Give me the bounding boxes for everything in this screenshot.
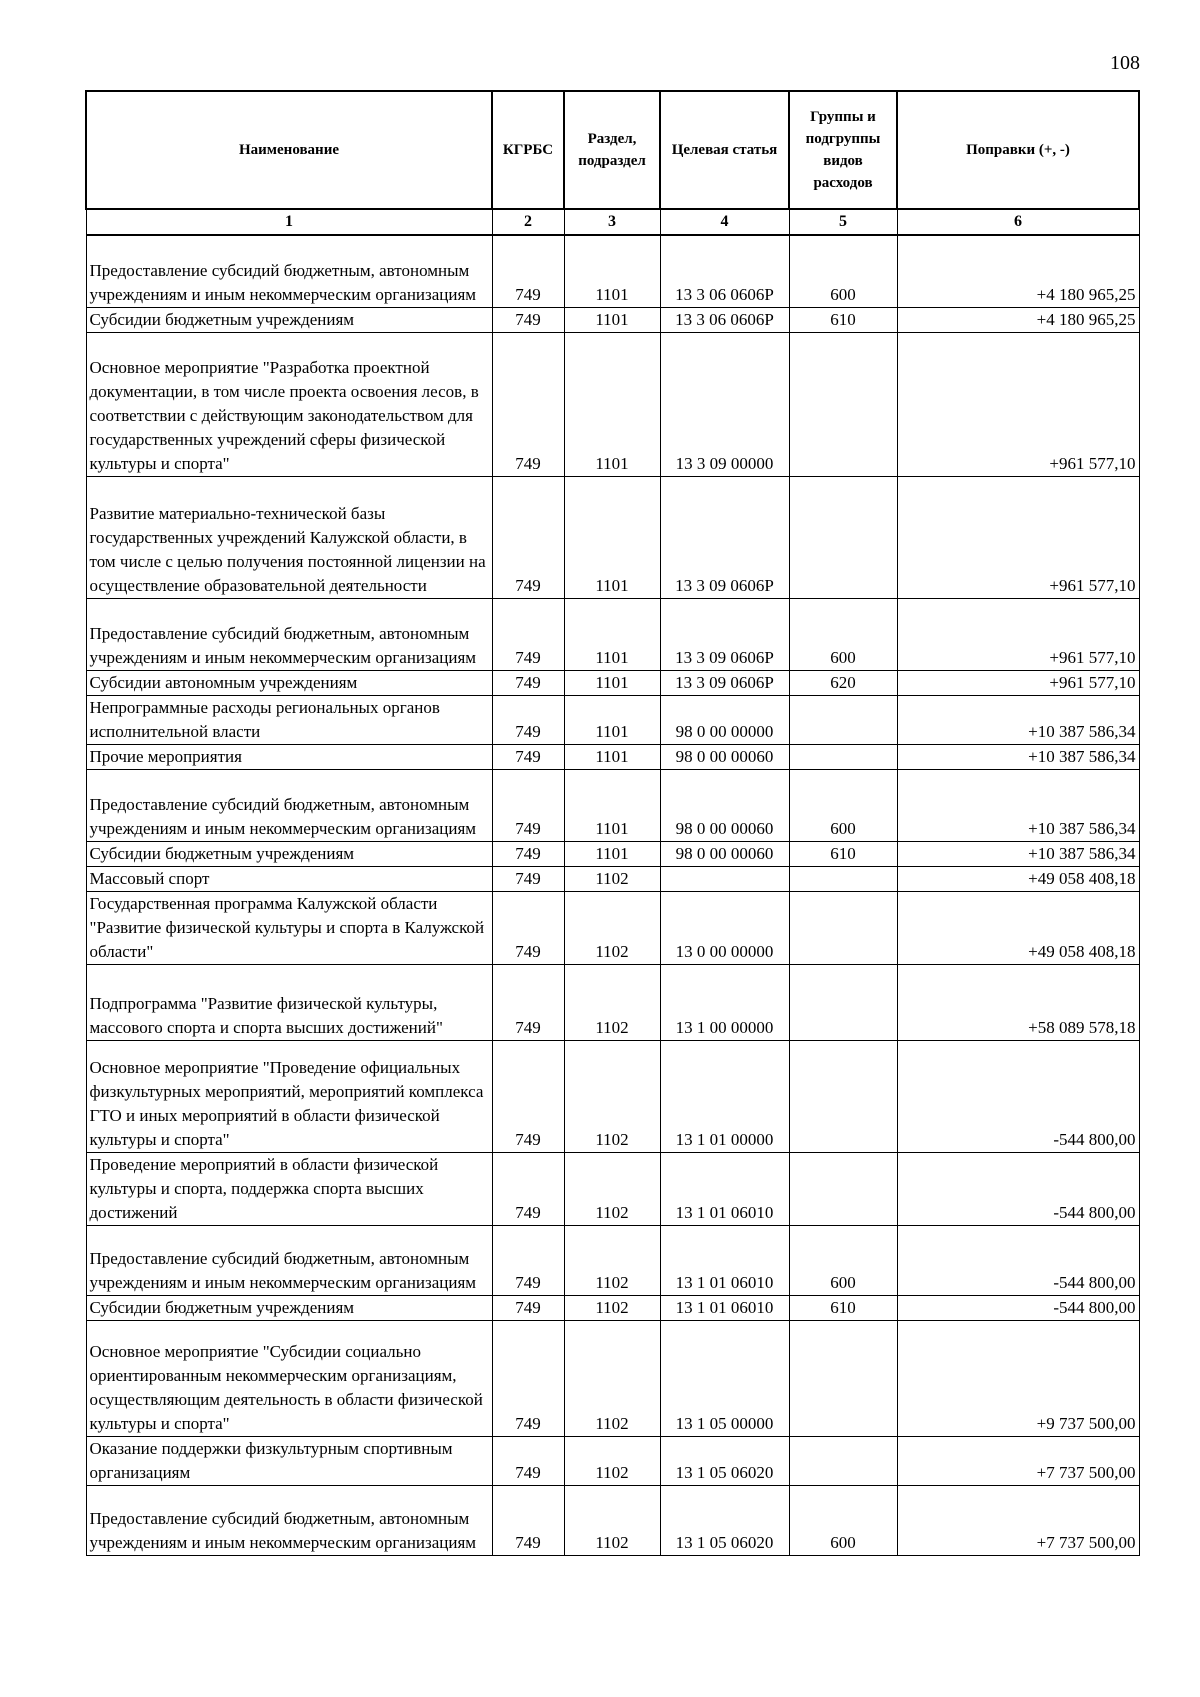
row-target: 13 0 00 00000 <box>660 891 789 964</box>
row-group <box>789 891 897 964</box>
row-group <box>789 744 897 769</box>
row-amount: +10 387 586,34 <box>897 769 1139 841</box>
row-amount: -544 800,00 <box>897 1225 1139 1295</box>
row-group: 600 <box>789 235 897 307</box>
column-number: 3 <box>564 209 660 235</box>
table-row <box>86 964 1139 1040</box>
row-target <box>660 866 789 891</box>
row-group: 600 <box>789 598 897 670</box>
row-target: 13 1 05 06020 <box>660 1436 789 1485</box>
row-kgrbs: 749 <box>492 1225 564 1295</box>
row-kgrbs: 749 <box>492 891 564 964</box>
header-section: Раздел, подраздел <box>564 91 660 209</box>
row-target: 13 1 00 00000 <box>660 964 789 1040</box>
row-section: 1101 <box>564 695 660 744</box>
row-name: Субсидии бюджетным учреждениям <box>86 841 492 866</box>
row-name: Непрограммные расходы региональных органов исполнительной власти <box>86 695 492 744</box>
row-target: 13 1 01 06010 <box>660 1295 789 1320</box>
row-target: 13 1 01 06010 <box>660 1225 789 1295</box>
row-group: 600 <box>789 1485 897 1555</box>
row-kgrbs: 749 <box>492 1436 564 1485</box>
row-target: 13 3 09 0606Р <box>660 598 789 670</box>
row-amount: +961 577,10 <box>897 476 1139 598</box>
row-group <box>789 1436 897 1485</box>
row-target: 13 3 09 0606Р <box>660 476 789 598</box>
row-target: 13 1 05 00000 <box>660 1320 789 1436</box>
row-section: 1101 <box>564 744 660 769</box>
row-amount: +10 387 586,34 <box>897 695 1139 744</box>
column-number-row <box>86 209 1139 235</box>
row-kgrbs: 749 <box>492 1152 564 1225</box>
row-name: Государственная программа Калужской области "Развитие физической культуры и спорта в Калужской области" <box>86 891 492 964</box>
row-amount: +58 089 578,18 <box>897 964 1139 1040</box>
row-section: 1102 <box>564 1040 660 1152</box>
row-section: 1101 <box>564 670 660 695</box>
table-row <box>86 235 1139 307</box>
row-amount: +7 737 500,00 <box>897 1485 1139 1555</box>
header-groups: Группы и подгруппы видов расходов <box>789 91 897 209</box>
row-amount: -544 800,00 <box>897 1152 1139 1225</box>
row-target: 13 3 09 0606Р <box>660 670 789 695</box>
row-section: 1101 <box>564 598 660 670</box>
row-name: Основное мероприятие "Проведение официальных физкультурных мероприятий, мероприятий комплекса ГТО и иных мероприятий в области физической культуры и спорта" <box>86 1040 492 1152</box>
row-section: 1101 <box>564 332 660 476</box>
column-number: 6 <box>897 209 1139 235</box>
row-target: 13 3 06 0606Р <box>660 307 789 332</box>
row-amount: +4 180 965,25 <box>897 307 1139 332</box>
row-group <box>789 1152 897 1225</box>
row-kgrbs: 749 <box>492 866 564 891</box>
table-row <box>86 476 1139 598</box>
budget-table <box>85 90 1140 1556</box>
row-amount: +961 577,10 <box>897 598 1139 670</box>
row-kgrbs: 749 <box>492 841 564 866</box>
row-kgrbs: 749 <box>492 598 564 670</box>
row-section: 1102 <box>564 1225 660 1295</box>
row-section: 1101 <box>564 476 660 598</box>
row-amount: -544 800,00 <box>897 1040 1139 1152</box>
table-row <box>86 866 1139 891</box>
row-kgrbs: 749 <box>492 307 564 332</box>
row-kgrbs: 749 <box>492 1040 564 1152</box>
row-amount: -544 800,00 <box>897 1295 1139 1320</box>
row-target: 98 0 00 00060 <box>660 841 789 866</box>
row-name: Прочие мероприятия <box>86 744 492 769</box>
table-row <box>86 1225 1139 1295</box>
row-group <box>789 695 897 744</box>
table-row <box>86 1040 1139 1152</box>
row-name: Предоставление субсидий бюджетным, автономным учреждениям и иным некоммерческим организациям <box>86 1225 492 1295</box>
header-name: Наименование <box>86 91 492 209</box>
row-name: Основное мероприятие "Субсидии социально ориентированным некоммерческим организациям, осуществляющим деятельность в области физической культуры и спорта" <box>86 1320 492 1436</box>
row-section: 1101 <box>564 841 660 866</box>
row-section: 1102 <box>564 1436 660 1485</box>
table-row <box>86 1152 1139 1225</box>
row-section: 1102 <box>564 891 660 964</box>
table-row <box>86 332 1139 476</box>
row-target: 98 0 00 00060 <box>660 744 789 769</box>
row-kgrbs: 749 <box>492 1295 564 1320</box>
table-row <box>86 841 1139 866</box>
row-kgrbs: 749 <box>492 670 564 695</box>
row-amount: +9 737 500,00 <box>897 1320 1139 1436</box>
table-row <box>86 695 1139 744</box>
row-name: Предоставление субсидий бюджетным, автономным учреждениям и иным некоммерческим организациям <box>86 235 492 307</box>
row-amount: +10 387 586,34 <box>897 841 1139 866</box>
row-target: 98 0 00 00000 <box>660 695 789 744</box>
row-section: 1101 <box>564 769 660 841</box>
row-group: 600 <box>789 769 897 841</box>
row-kgrbs: 749 <box>492 332 564 476</box>
table-row <box>86 744 1139 769</box>
header-kgrbs: КГРБС <box>492 91 564 209</box>
row-amount: +49 058 408,18 <box>897 866 1139 891</box>
row-section: 1102 <box>564 1295 660 1320</box>
row-name: Проведение мероприятий в области физической культуры и спорта, поддержка спорта высших достижений <box>86 1152 492 1225</box>
row-section: 1102 <box>564 964 660 1040</box>
row-name: Предоставление субсидий бюджетным, автономным учреждениям и иным некоммерческим организациям <box>86 769 492 841</box>
row-kgrbs: 749 <box>492 769 564 841</box>
column-number: 1 <box>86 209 492 235</box>
row-kgrbs: 749 <box>492 476 564 598</box>
row-target: 13 3 09 00000 <box>660 332 789 476</box>
row-group: 600 <box>789 1225 897 1295</box>
table-body <box>86 235 1139 1555</box>
row-target: 13 1 05 06020 <box>660 1485 789 1555</box>
row-group: 620 <box>789 670 897 695</box>
table-row <box>86 891 1139 964</box>
header-target: Целевая статья <box>660 91 789 209</box>
row-target: 13 1 01 00000 <box>660 1040 789 1152</box>
table-row <box>86 1485 1139 1555</box>
header-amendments: Поправки (+, -) <box>897 91 1139 209</box>
row-name: Субсидии бюджетным учреждениям <box>86 1295 492 1320</box>
row-kgrbs: 749 <box>492 744 564 769</box>
row-amount: +10 387 586,34 <box>897 744 1139 769</box>
row-target: 13 3 06 0606Р <box>660 235 789 307</box>
table-row <box>86 307 1139 332</box>
row-section: 1102 <box>564 1320 660 1436</box>
table-row <box>86 1436 1139 1485</box>
row-kgrbs: 749 <box>492 235 564 307</box>
row-amount: +4 180 965,25 <box>897 235 1139 307</box>
row-group <box>789 476 897 598</box>
row-group: 610 <box>789 841 897 866</box>
row-amount: +961 577,10 <box>897 332 1139 476</box>
row-kgrbs: 749 <box>492 964 564 1040</box>
row-name: Основное мероприятие "Разработка проектной документации, в том числе проекта освоения лесов, в соответствии с действующим законодательством для государственных учреждений сферы физической культуры и спорта" <box>86 332 492 476</box>
row-group <box>789 1320 897 1436</box>
row-name: Массовый спорт <box>86 866 492 891</box>
row-name: Развитие материально-технической базы государственных учреждений Калужской области, в том числе с целью получения постоянной лицензии на осуществление образовательной деятельности <box>86 476 492 598</box>
row-group: 610 <box>789 1295 897 1320</box>
row-kgrbs: 749 <box>492 1320 564 1436</box>
column-number: 4 <box>660 209 789 235</box>
row-target: 13 1 01 06010 <box>660 1152 789 1225</box>
row-section: 1102 <box>564 1485 660 1555</box>
row-name: Субсидии бюджетным учреждениям <box>86 307 492 332</box>
row-section: 1102 <box>564 866 660 891</box>
table-row <box>86 1295 1139 1320</box>
row-section: 1101 <box>564 235 660 307</box>
row-amount: +49 058 408,18 <box>897 891 1139 964</box>
column-number: 5 <box>789 209 897 235</box>
row-amount: +961 577,10 <box>897 670 1139 695</box>
row-section: 1101 <box>564 307 660 332</box>
row-group <box>789 964 897 1040</box>
row-group: 610 <box>789 307 897 332</box>
row-group <box>789 1040 897 1152</box>
row-name: Предоставление субсидий бюджетным, автономным учреждениям и иным некоммерческим организациям <box>86 598 492 670</box>
table-row <box>86 670 1139 695</box>
page-number: 108 <box>1110 52 1140 74</box>
row-group <box>789 866 897 891</box>
row-name: Оказание поддержки физкультурным спортивным организациям <box>86 1436 492 1485</box>
table-row <box>86 598 1139 670</box>
column-number: 2 <box>492 209 564 235</box>
row-kgrbs: 749 <box>492 695 564 744</box>
row-section: 1102 <box>564 1152 660 1225</box>
table-row <box>86 769 1139 841</box>
row-amount: +7 737 500,00 <box>897 1436 1139 1485</box>
row-group <box>789 332 897 476</box>
table-row <box>86 1320 1139 1436</box>
row-name: Подпрограмма "Развитие физической культуры, массового спорта и спорта высших достижений" <box>86 964 492 1040</box>
row-kgrbs: 749 <box>492 1485 564 1555</box>
row-target: 98 0 00 00060 <box>660 769 789 841</box>
row-name: Субсидии автономным учреждениям <box>86 670 492 695</box>
row-name: Предоставление субсидий бюджетным, автономным учреждениям и иным некоммерческим организациям <box>86 1485 492 1555</box>
header-row <box>86 91 1139 209</box>
